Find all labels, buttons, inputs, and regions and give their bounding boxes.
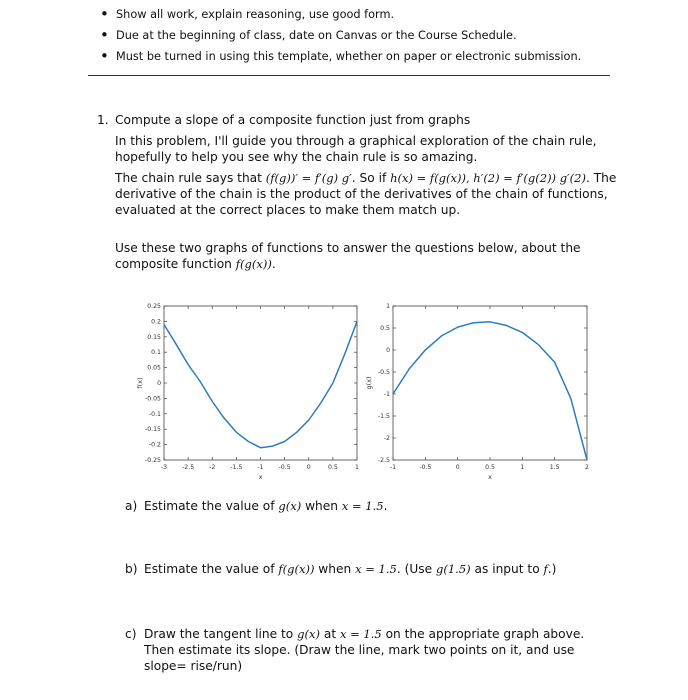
problem-title: Compute a slope of a composite function just from graphs xyxy=(115,113,471,127)
question-c: c) Draw the tangent line to g(x) at x = 1.5 on the appropriate graph above. Then estimate its slope. (Draw the line, mark two points on it, and use slope= rise/run) xyxy=(125,627,585,673)
plot-frame xyxy=(164,306,357,460)
series-line xyxy=(393,322,587,460)
y-axis-label: g(x) xyxy=(365,376,373,390)
x-tick-label: 0 xyxy=(455,464,460,471)
x-axis-label: x xyxy=(258,473,263,481)
y-tick-label: -0.05 xyxy=(144,395,161,403)
problem-intro: In this problem, I'll guide you through a graphical exploration of the chain rule, hopefully to help you see why the chain rule is so amazing. xyxy=(115,134,597,164)
plot-frame xyxy=(393,306,587,460)
chain-rule-statement: The chain rule says that (f(g))′ = f′(g) g′. So if h(x) = f(g(x)), h′(2) = f′(g(2)) g′(2). The derivative of the chain is the product of the derivatives of the chain of functions, evaluated at the correct places to make them match up. xyxy=(115,171,617,217)
y-tick-label: -0.1 xyxy=(148,410,161,418)
y-tick-label: 0.15 xyxy=(147,333,161,341)
x-tick-label: -0.5 xyxy=(278,464,291,471)
chain-rule-formula: (f(g))′ = f′(g) g′ xyxy=(265,171,352,185)
y-tick-label: 0 xyxy=(386,347,390,354)
y-tick-label: -2 xyxy=(383,435,390,442)
chain-rule-example: h(x) = f(g(x)), h′(2) = f′(g(2)) g′(2) xyxy=(390,171,586,185)
x-tick-label: 0.5 xyxy=(327,464,338,471)
x-tick-label: -0.5 xyxy=(419,464,432,471)
y-axis-label: f(x) xyxy=(136,377,144,389)
y-tick-label: -0.2 xyxy=(148,441,161,449)
y-tick-label: -0.15 xyxy=(144,426,161,434)
y-tick-label: 0.25 xyxy=(147,303,161,310)
graph-intro: Use these two graphs of functions to answer the questions below, about the composite function f(g(x)). xyxy=(115,241,581,271)
x-tick-label: -3 xyxy=(160,464,168,471)
y-tick-label: 0.1 xyxy=(151,349,161,357)
section-divider xyxy=(88,75,610,76)
x-tick-label: -2 xyxy=(209,464,216,471)
x-tick-label: 2 xyxy=(585,464,589,471)
instruction-item: • Must be turned in using this template, whether on paper or electronic submission. xyxy=(94,46,634,67)
y-tick-label: -1 xyxy=(383,391,390,398)
y-tick-label: 0.2 xyxy=(151,318,161,326)
x-tick-label: 0 xyxy=(306,464,311,471)
instructions-list xyxy=(94,4,634,67)
x-tick-label: -2.5 xyxy=(182,464,195,471)
x-tick-label: 1.5 xyxy=(549,464,560,471)
problem-1 xyxy=(97,112,622,277)
y-tick-label: 0.5 xyxy=(380,325,390,332)
y-tick-label: -0.5 xyxy=(377,369,390,376)
instruction-item: • Due at the beginning of class, date on Canvas or the Course Schedule. xyxy=(94,25,634,46)
x-tick-label: 1 xyxy=(355,464,359,471)
series-line xyxy=(164,321,357,447)
x-tick-label: 0.5 xyxy=(485,464,495,471)
x-tick-label: -1 xyxy=(389,464,397,471)
x-tick-label: -1 xyxy=(257,464,264,471)
question-a: a) Estimate the value of g(x) when x = 1.5. xyxy=(125,499,388,513)
instruction-item: • Show all work, explain reasoning, use good form. xyxy=(94,4,634,25)
y-tick-label: -0.25 xyxy=(144,457,161,464)
y-tick-label: -1.5 xyxy=(377,413,390,420)
y-tick-label: 1 xyxy=(386,303,390,310)
y-tick-label: 0.05 xyxy=(147,364,161,372)
chain-rule-explanation: The derivative of the chain is the product of the derivatives of the chain of functions, evaluated at the correct places to make them match up. xyxy=(115,171,617,217)
y-tick-label: 0 xyxy=(157,380,161,387)
x-tick-label: -1.5 xyxy=(230,464,243,471)
y-tick-label: -2.5 xyxy=(377,457,390,464)
problem-number: 1. xyxy=(97,113,109,127)
x-tick-label: 1 xyxy=(520,464,525,471)
question-b: b) Estimate the value of f(g(x)) when x = 1.5. (Use g(1.5) as input to f.) xyxy=(125,562,557,576)
x-axis-label: x xyxy=(488,473,492,481)
